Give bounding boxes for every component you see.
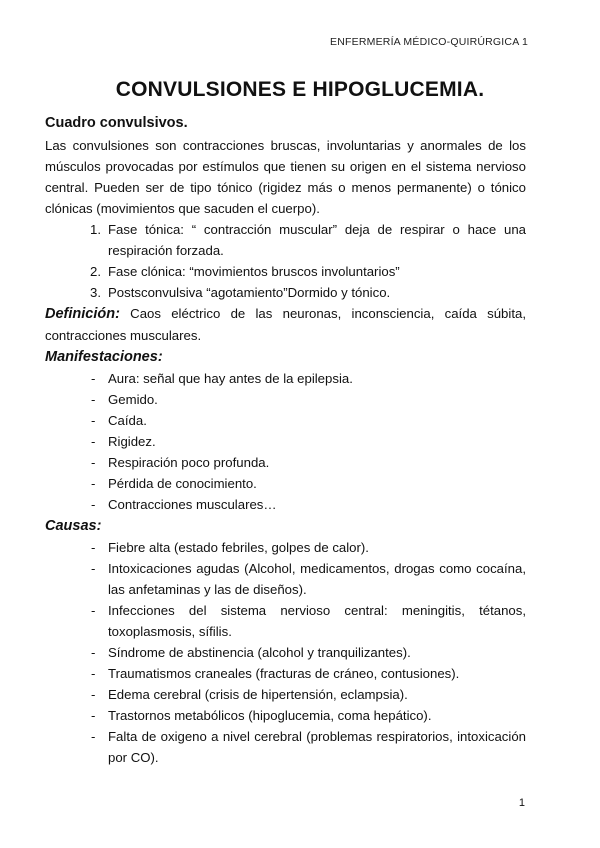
- list-item: [45, 261, 526, 282]
- list-item: [45, 368, 526, 389]
- list-item: [45, 219, 526, 261]
- list-number: 2.: [90, 264, 101, 279]
- dash-bullet: -: [91, 371, 96, 386]
- dash-bullet: -: [91, 645, 96, 660]
- list-item-text: Infecciones del sistema nervioso central: meningitis, tétanos, toxoplasmosis, sífilis.: [108, 603, 526, 639]
- definition-paragraph: [45, 303, 526, 346]
- dash-bullet: -: [91, 729, 96, 744]
- section-heading-definicion: Definición:: [45, 306, 120, 322]
- list-item: [45, 389, 526, 410]
- page-title: CONVULSIONES E HIPOGLUCEMIA.: [115, 78, 485, 101]
- list-item: [45, 684, 526, 705]
- list-item: [45, 473, 526, 494]
- running-header: ENFERMERÍA MÉDICO-QUIRÚRGICA 1: [330, 36, 528, 48]
- list-item: [45, 726, 526, 768]
- list-item-text: Respiración poco profunda.: [108, 455, 270, 470]
- list-item-text: Postsconvulsiva “agotamiento”Dormido y tónico.: [108, 285, 391, 300]
- list-item: [45, 452, 526, 473]
- list-item-text: Fiebre alta (estado febriles, golpes de calor).: [108, 540, 369, 555]
- dash-bullet: -: [91, 413, 96, 428]
- list-item-text: Traumatismos craneales (fracturas de cráneo, contusiones).: [108, 666, 460, 681]
- section-heading-causas: Causas:: [45, 518, 102, 534]
- list-item: [45, 642, 526, 663]
- list-item: [45, 494, 526, 515]
- list-item: [45, 705, 526, 726]
- dash-bullet: -: [91, 476, 96, 491]
- list-item-text: Fase clónica: “movimientos bruscos involuntarios”: [108, 264, 400, 279]
- dash-bullet: -: [91, 497, 96, 512]
- list-item: [45, 600, 526, 642]
- phases-list: [45, 219, 526, 303]
- dash-bullet: -: [91, 603, 96, 618]
- list-item-text: Rigidez.: [108, 434, 156, 449]
- list-item: [45, 663, 526, 684]
- list-number: 1.: [90, 222, 101, 237]
- list-item-text: Edema cerebral (crisis de hipertensión, eclampsia).: [108, 687, 408, 702]
- list-item: [45, 431, 526, 452]
- document-body: [45, 111, 526, 768]
- dash-bullet: -: [91, 708, 96, 723]
- page-number: 1: [518, 797, 525, 809]
- list-item-text: Aura: señal que hay antes de la epilepsia.: [108, 371, 353, 386]
- dash-bullet: -: [91, 666, 96, 681]
- list-item-text: Fase tónica: “ contracción muscular” deja de respirar o hace una respiración forzada.: [108, 222, 526, 258]
- dash-bullet: -: [91, 561, 96, 576]
- list-item: [45, 558, 526, 600]
- list-item: [45, 410, 526, 431]
- list-item-text: Caída.: [108, 413, 147, 428]
- list-item-text: Intoxicaciones agudas (Alcohol, medicamentos, drogas como cocaína, las anfetaminas y las de diseños).: [108, 561, 526, 597]
- list-number: 3.: [90, 285, 101, 300]
- list-item-text: Pérdida de conocimiento.: [108, 476, 257, 491]
- causas-list: [45, 537, 526, 768]
- dash-bullet: -: [91, 540, 96, 555]
- manifestaciones-list: [45, 368, 526, 515]
- list-item: [45, 537, 526, 558]
- section-heading-manifestaciones: Manifestaciones:: [45, 349, 163, 365]
- dash-bullet: -: [91, 392, 96, 407]
- dash-bullet: -: [91, 455, 96, 470]
- list-item-text: Contracciones musculares…: [108, 497, 277, 512]
- list-item-text: Gemido.: [108, 392, 158, 407]
- list-item: [45, 282, 526, 303]
- dash-bullet: -: [91, 687, 96, 702]
- list-item-text: Falta de oxigeno a nivel cerebral (problemas respiratorios, intoxicación por CO).: [108, 729, 526, 765]
- list-item-text: Trastornos metabólicos (hipoglucemia, coma hepático).: [108, 708, 432, 723]
- list-item-text: Síndrome de abstinencia (alcohol y tranquilizantes).: [108, 645, 411, 660]
- section-heading-cuadro: Cuadro convulsivos.: [45, 115, 188, 131]
- intro-paragraph: Las convulsiones son contracciones bruscas, involuntarias y anormales de los músculos provocadas por estímulos que tienen su origen en el sistema nervioso central. Pueden ser de tipo tónico (rigidez más o menos permanente) o tónico clónicas (movimientos que sacuden el cuerpo).: [45, 138, 526, 216]
- definition-text: Caos eléctrico de las neuronas, inconsciencia, caída súbita, contracciones musculares.: [45, 306, 526, 343]
- dash-bullet: -: [91, 434, 96, 449]
